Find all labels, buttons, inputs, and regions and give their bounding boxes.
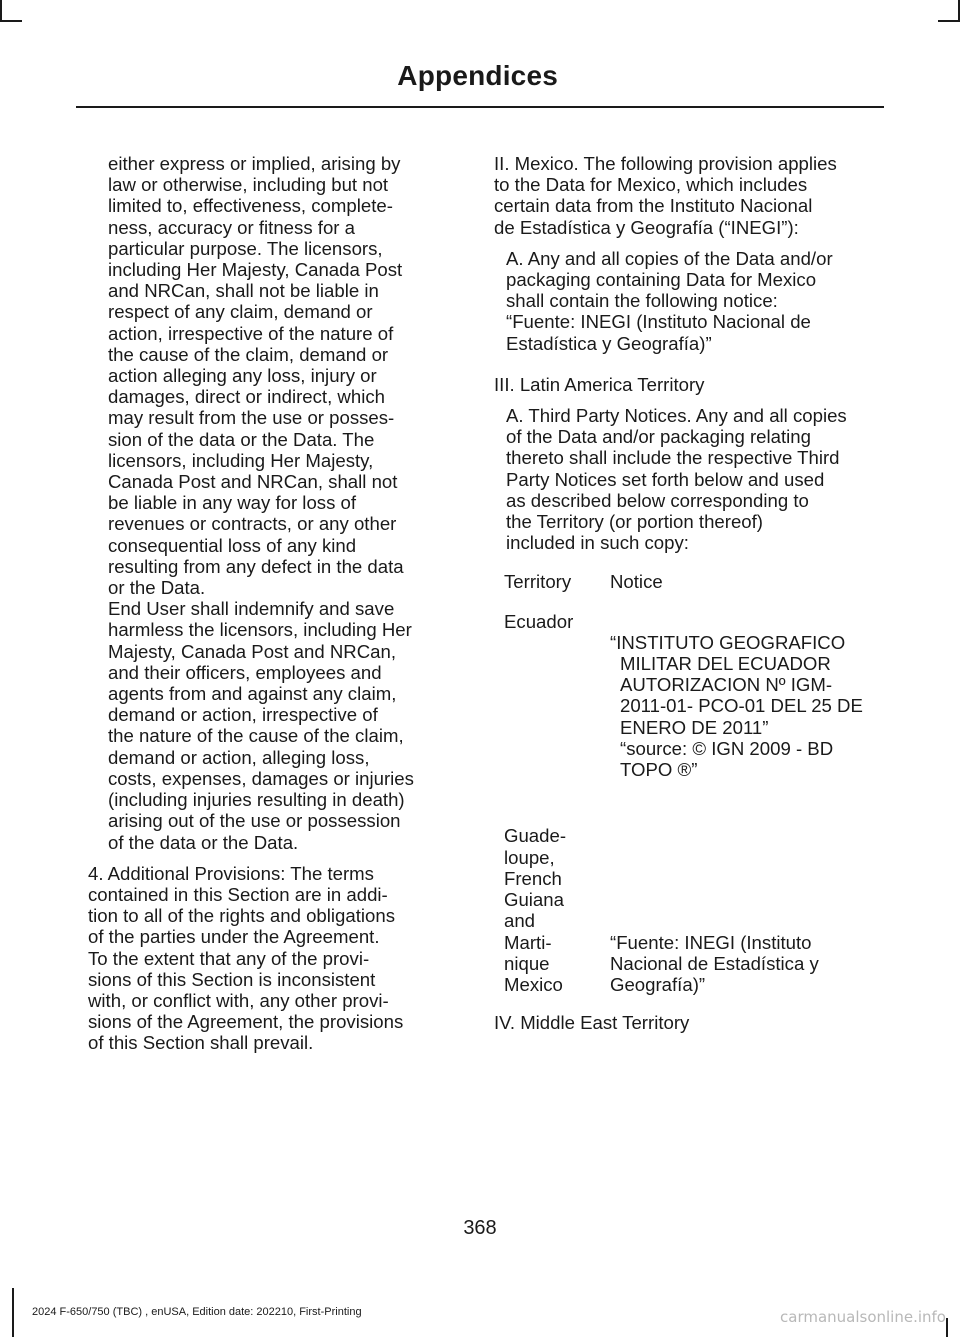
notice-table [494,571,874,995]
crop-mark-top-right-h [938,20,960,22]
table-header-notice: Notice [610,571,663,593]
middle-east-heading: IV. Middle East Territory [494,1011,690,1033]
left-column [88,153,438,1054]
table-row-ecuador [494,611,874,802]
indemnity-paragraph: End User shall indemnify and save harmless the licensors, including Her Majesty, Canada Post and NRCan, and their officers, employees and agents from and against any claim, demand or action, irrespective of the nature of the cause of the claim, demand or action, alleging loss, costs, expenses, damages or injuries (including injuries resulting in death) arising out of the use or possession of the data or the Data. [108,598,414,853]
crop-mark-top-left-v [0,0,2,22]
crop-mark-top-left-h [0,20,22,22]
table-header-territory: Territory [504,571,572,593]
territory-guadeloupe: Guade- loupe, French Guiana and Marti- nique [504,825,567,974]
latin-america-heading: III. Latin America Territory [494,373,705,395]
header-divider [76,106,884,108]
footer-edition: 2024 F-650/750 (TBC) , enUSA, Edition date: 202210, First-Printing [32,1306,362,1318]
crop-mark-bottom-right [946,1318,948,1337]
crop-mark-bottom-left [12,1288,14,1337]
disclaimer-paragraph: either express or implied, arising by law or otherwise, including but not limited to, effectiveness, complete- ness, accuracy or fitness for a particular purpose. The licensors, including Her Majesty, Canada Post and NRCan, shall not be liable in respect of any claim, demand or action, irrespective of the nature of the cause of the claim, demand or action alleging any loss, injury or damages, direct or indirect, which may result from the use or posses- sion of the data or the Data. The licensors, including Her Majesty, Canada Post and NRCan, shall not be liable in any way for loss of revenues or contracts, or any other consequential loss of any kind resulting from any defect in the data or the Data. [108,153,404,599]
notice-ecuador [604,611,874,802]
latin-america-notice-a: A. Third Party Notices. Any and all copies of the Data and/or packaging relating thereto shall include the respective Third Party Notices set forth below and used as described below corresponding to the Territory (or portion thereof) included in such copy: [506,405,847,554]
territory-ecuador: Ecuador [504,610,574,632]
watermark: carmanualsonline.info [780,1308,946,1326]
notice-mexico: “Fuente: INEGI (Instituto Nacional de Estadística y Geografía)” [610,931,819,996]
mexico-notice-a: A. Any and all copies of the Data and/or packaging containing Data for Mexico shall contain the following notice: “Fuente: INEGI (Instituto Nacional de Estadística y Geografía)” [506,247,833,354]
notice-ecuador-line1: “INSTITUTO GEOGRAFICO [610,631,846,653]
page-number: 368 [463,1217,497,1239]
right-column [494,153,874,1033]
table-row-mexico [494,932,874,996]
table-header-row [494,571,874,592]
page-title: Appendices [397,60,558,91]
notice-ecuador-rest: MILITAR DEL ECUADOR AUTORIZACION Nº IGM- 2011-01- PCO-01 DEL 25 DE ENERO DE 2011” “source: © IGN 2009 - BD TOPO ®” [620,653,863,781]
additional-provisions-paragraph: 4. Additional Provisions: The terms contained in this Section are in addi- tion to all of the rights and obligations of the parties under the Agreement. To the extent that any of the provi- sions of this Section is inconsistent with, or conflict with, any other provi- sions of the Agreement, the provisions of this Section shall prevail. [88,862,404,1054]
territory-mexico: Mexico [504,973,563,995]
mexico-intro: II. Mexico. The following provision applies to the Data for Mexico, which includes certain data from the Instituto Nacional de Estadística y Geografía (“INEGI”): [494,153,837,238]
